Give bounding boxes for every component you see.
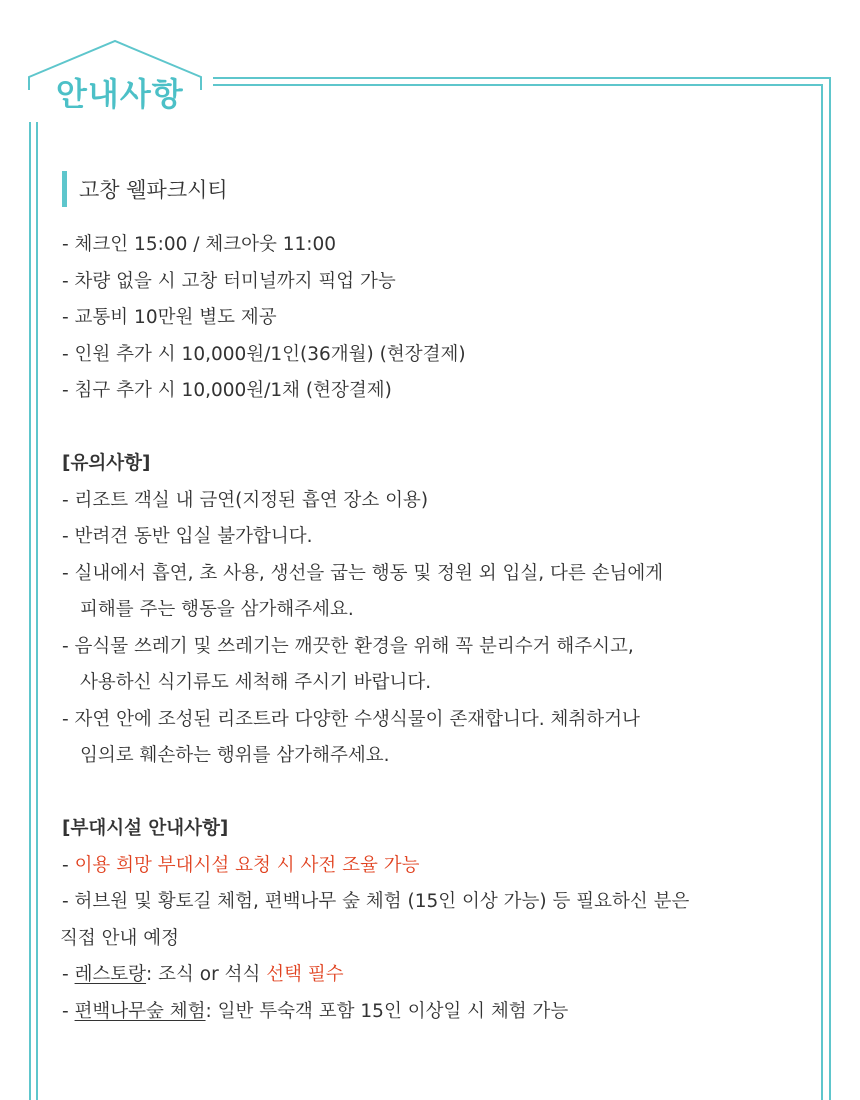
facilities-request (62, 848, 802, 885)
facilities-restaurant (62, 957, 802, 994)
spacer (62, 410, 802, 447)
info-pickup: - 차량 없을 시 고창 터미널까지 픽업 가능 (62, 270, 396, 292)
section-heading (62, 170, 228, 208)
caution-item-continued: 사용하신 식기류도 세척해 주시기 바랍니다. (80, 672, 432, 693)
restaurant-required: 선택 필수 (266, 964, 344, 985)
section-title: 고창 웰파크시티 (79, 178, 228, 202)
facilities-request-text: 이용 희망 부대시설 요청 시 사전 조율 가능 (74, 854, 420, 876)
caution-item: - 자연 안에 조성된 리조트라 다양한 수생식물이 존재합니다. 체취하거나 (62, 708, 640, 730)
info-extra-person: - 인원 추가 시 10,000원/1인(36개월) (현장결제) (62, 343, 466, 365)
spacer (62, 775, 802, 812)
facilities-forest (62, 994, 802, 1031)
forest-text: : 일반 투숙객 포함 15인 이상일 시 체험 가능 (205, 1000, 569, 1022)
page-title: 안내사항 (56, 75, 184, 113)
restaurant-label: 레스토랑 (74, 964, 147, 985)
caution-item-continued: 피해를 주는 행동을 삼가해주세요. (80, 599, 354, 620)
facilities-herb: - 허브원 및 황토길 체험, 편백나무 숲 체험 (15인 이상 가능) 등 필요하신 분은 (62, 891, 690, 912)
list-dash: - (62, 964, 75, 985)
info-extra-bedding: - 침구 추가 시 10,000원/1채 (현장결제) (62, 380, 392, 401)
facilities-heading: [부대시설 안내사항] (62, 818, 229, 839)
list-dash: - (62, 854, 75, 876)
caution-heading: [유의사항] (62, 453, 151, 474)
info-transport: - 교통비 10만원 별도 제공 (62, 307, 277, 328)
forest-label: 편백나무숲 체험 (74, 1000, 206, 1022)
facilities-herb-continued: 직접 안내 예정 (60, 927, 179, 949)
caution-item: - 반려견 동반 입실 불가합니다. (62, 526, 313, 547)
restaurant-text: : 조식 or 석식 (146, 964, 267, 985)
notice-content (62, 227, 802, 1030)
caution-item: - 실내에서 흡연, 초 사용, 생선을 굽는 행동 및 정원 외 입실, 다른 손님에게 (62, 562, 664, 584)
caution-item-continued: 임의로 훼손하는 행위를 삼가해주세요. (80, 745, 390, 766)
info-checkin: - 체크인 15:00 / 체크아웃 11:00 (62, 234, 337, 255)
caution-item: - 리조트 객실 내 금연(지정된 흡연 장소 이용) (62, 489, 429, 511)
caution-item: - 음식물 쓰레기 및 쓰레기는 깨끗한 환경을 위해 꼭 분리수거 해주시고, (62, 635, 634, 657)
list-dash: - (62, 1000, 75, 1022)
section-accent-bar (62, 171, 67, 207)
